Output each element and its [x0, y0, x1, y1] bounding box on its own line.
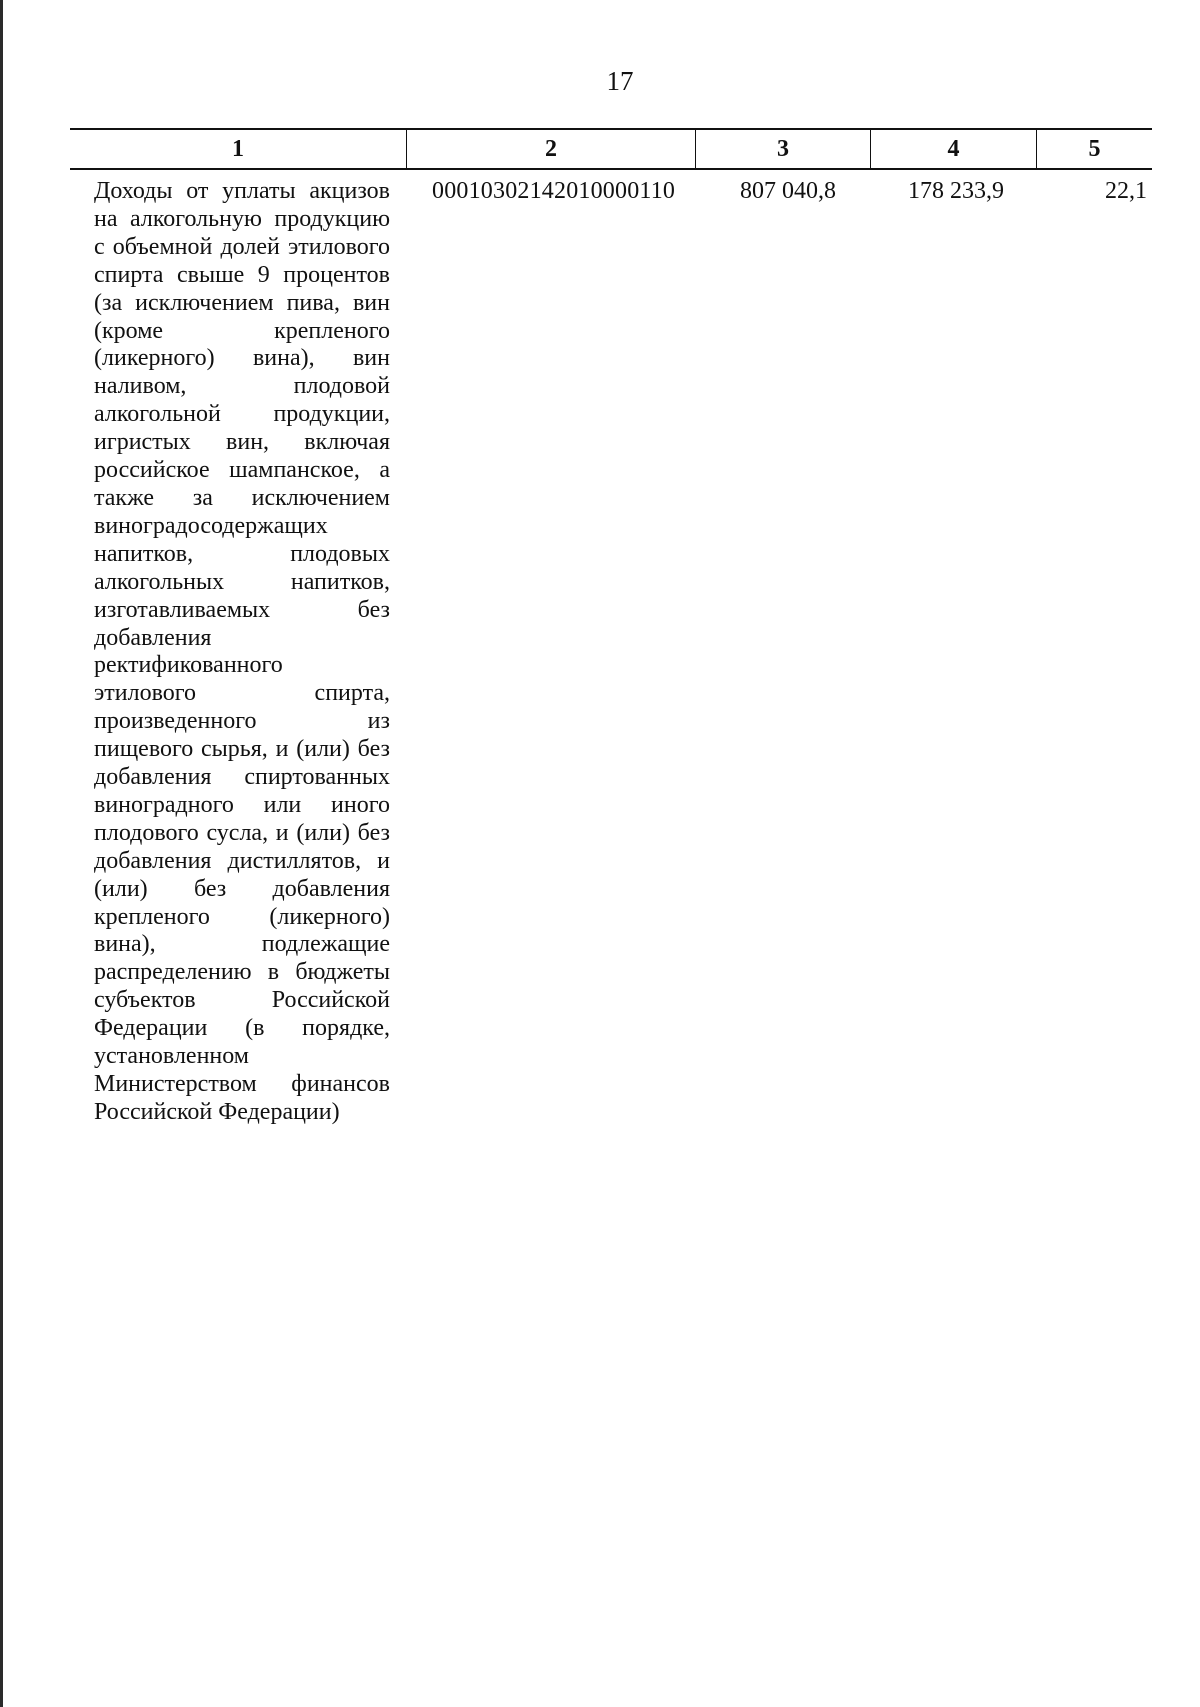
scan-edge [0, 0, 3, 1707]
budget-classification-code: 00010302142010000110 [432, 178, 676, 204]
table-row [70, 170, 1152, 1125]
column-header-4: 4 [870, 130, 1036, 168]
value-column-3: 807 040,8 [740, 178, 836, 204]
value-column-4: 178 233,9 [908, 178, 1004, 204]
value-column-5: 22,1 [1105, 178, 1147, 204]
column-header-5: 5 [1036, 130, 1152, 168]
column-header-3: 3 [695, 130, 870, 168]
column-header-2: 2 [406, 130, 695, 168]
income-description: Доходы от уплаты акцизов на алкогольную продукцию с объемной долей этилового спирта свыше 9 процентов (за исключением пива, вин (кроме крепленого (ликерного) вина), вин наливом, плодовой алкогольной продукции, игристых вин, включая российское шампанское, а также за исключением виноградосодержащих напитков, плодовых алкогольных напитков, изготавливаемых без добавления ректификованного этилового спирта, произведенного из пищевого сырья, и (или) без добавления спиртованных виноградного или иного плодового сусла, и (или) без добавления дистиллятов, и (или) без добавления крепленого (ликерного) вина), подлежащие распределению в бюджеты субъектов Российской Федерации (в порядке, установленном Министерством финансов Российской Федерации) [94, 178, 390, 1125]
page-number: 17 [606, 66, 634, 96]
data-table [70, 128, 1152, 1125]
column-header-1: 1 [232, 136, 244, 162]
table-header-row [70, 128, 1152, 170]
